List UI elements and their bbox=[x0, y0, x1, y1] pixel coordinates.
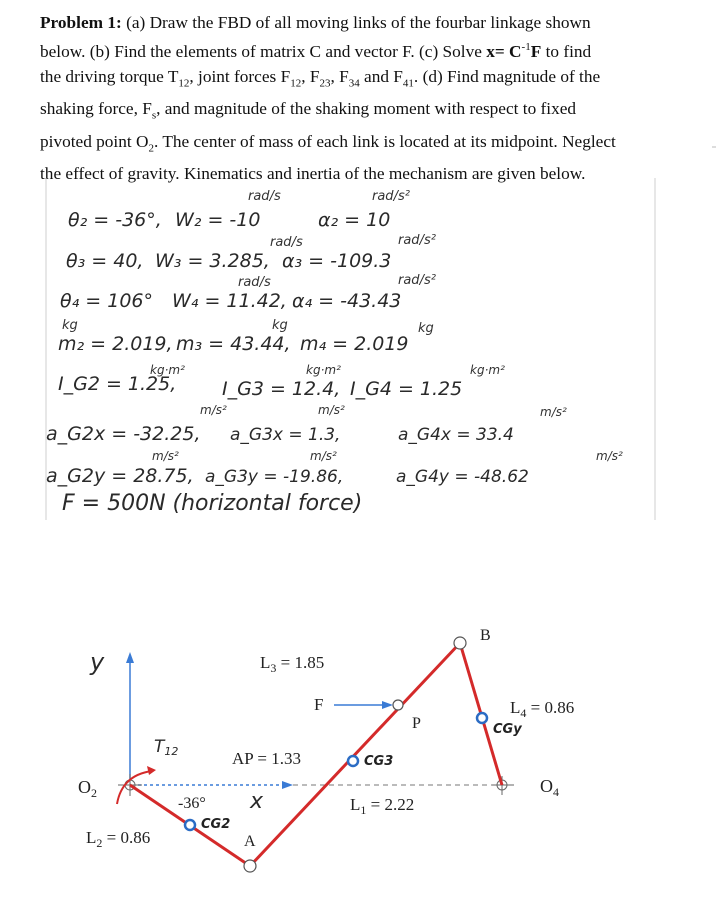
hw-ag3x-unit: m/s² bbox=[318, 403, 345, 417]
problem-text: shaking force, F bbox=[40, 99, 152, 119]
subscript: s bbox=[151, 109, 157, 122]
subscript: 41 bbox=[402, 77, 414, 90]
inverse-superscript: -1 bbox=[521, 41, 531, 53]
handwritten-notes bbox=[46, 189, 623, 516]
hw-ag4x: a_G4x = 33.4 bbox=[398, 425, 514, 445]
problem-text: , joint forces F bbox=[189, 66, 291, 86]
point-p-label: P bbox=[412, 715, 421, 732]
l2-label: $L_2 = 0.86$ bbox=[86, 828, 151, 850]
hw-ig3: I_G3 = 12.4, bbox=[222, 378, 341, 400]
x-axis-label: x bbox=[250, 789, 264, 814]
subscript: 2 bbox=[148, 142, 154, 155]
x-axis-arrowhead bbox=[282, 781, 293, 789]
hw-a4: α₄ = -43.43 bbox=[292, 290, 402, 312]
hw-ag3y: a_G3y = -19.86, bbox=[205, 467, 344, 487]
linkage-diagram bbox=[78, 627, 574, 872]
hw-w2-unit: rad/s bbox=[248, 189, 281, 204]
point-p bbox=[393, 700, 403, 710]
hw-m4-unit: kg bbox=[418, 321, 434, 336]
problem-heading: Problem 1: bbox=[40, 13, 122, 32]
l4-label: $L_4 = 0.86$ bbox=[510, 698, 575, 720]
problem-text: and F bbox=[359, 66, 403, 86]
hw-w3: W₃ = 3.285, bbox=[155, 250, 270, 272]
o4-label: $O_4$ bbox=[540, 776, 559, 799]
cg2-marker bbox=[185, 820, 195, 830]
subscript: 12 bbox=[290, 77, 302, 90]
problem-text: below. (b) Find the elements of matrix C and vector F. (c) Solve bbox=[40, 41, 487, 61]
joint-b-label: B bbox=[480, 627, 491, 644]
problem-text: , F bbox=[330, 66, 349, 86]
vector-f: F bbox=[530, 41, 542, 61]
subscript: 23 bbox=[319, 77, 331, 90]
hw-force: F = 500N (horizontal force) bbox=[62, 491, 363, 516]
joint-a bbox=[244, 860, 256, 872]
hw-m2-unit: kg bbox=[62, 318, 78, 333]
force-label: F bbox=[314, 695, 324, 714]
problem-text: pivoted point O bbox=[40, 131, 149, 151]
problem-line-6: the effect of gravity. Kinematics and inertia of the mechanism are given below. bbox=[40, 164, 586, 184]
hw-ig3-unit: kg·m² bbox=[306, 363, 341, 377]
hw-ig4: I_G4 = 1.25 bbox=[350, 378, 463, 400]
hw-ag2y: a_G2y = 28.75, bbox=[46, 465, 194, 487]
joint-b bbox=[454, 637, 466, 649]
matrix-c: = C bbox=[494, 41, 522, 61]
hw-ag4y: a_G4y = -48.62 bbox=[396, 467, 529, 487]
subscript: 34 bbox=[348, 77, 360, 90]
problem-text: the driving torque T bbox=[40, 66, 179, 86]
hw-a3-unit: rad/s² bbox=[398, 233, 436, 248]
subscript: 12 bbox=[178, 77, 190, 90]
hw-a3: α₃ = -109.3 bbox=[282, 250, 392, 272]
problem-text: , F bbox=[301, 66, 320, 86]
hw-a4-unit: rad/s² bbox=[398, 273, 436, 288]
hw-ig2-unit: kg·m² bbox=[150, 363, 185, 377]
hw-m3-unit: kg bbox=[272, 318, 288, 333]
o2-label: $O_2$ bbox=[78, 777, 97, 800]
cg4-marker bbox=[477, 713, 487, 723]
t12-label: T12 bbox=[154, 737, 179, 758]
hw-w2: W₂ = -10 bbox=[175, 209, 261, 231]
hw-w4: W₄ = 11.42, bbox=[172, 290, 287, 312]
hw-a2-unit: rad/s² bbox=[372, 189, 410, 204]
hw-m4: m₄ = 2.019 bbox=[300, 333, 409, 355]
cg4-label: CGy bbox=[493, 722, 522, 737]
force-arrowhead bbox=[382, 701, 393, 709]
hw-ig2: I_G2 = 1.25, bbox=[58, 373, 177, 395]
cg3-label: CG3 bbox=[364, 754, 394, 769]
l3-label: $L_3 = 1.85$ bbox=[260, 653, 325, 675]
hw-m2: m₂ = 2.019, bbox=[58, 333, 173, 355]
problem-text: . The center of mass of each link is located at its midpoint. Neglect bbox=[153, 131, 616, 151]
hw-ag2x: a_G2x = -32.25, bbox=[46, 423, 201, 445]
hw-ag3x: a_G3x = 1.3, bbox=[230, 425, 341, 445]
hw-w3-unit: rad/s bbox=[270, 235, 303, 250]
hw-ag3y-unit: m/s² bbox=[310, 449, 337, 463]
problem-text: (a) Draw the FBD of all moving links of the fourbar linkage shown bbox=[121, 13, 591, 32]
hw-ag4x-unit: m/s² bbox=[540, 405, 567, 419]
y-axis-arrowhead bbox=[126, 652, 134, 663]
hw-ag2y-unit: m/s² bbox=[152, 449, 179, 463]
vector-x: x bbox=[486, 41, 495, 61]
hw-m3: m₃ = 43.44, bbox=[176, 333, 291, 355]
hw-theta4: θ₄ = 106° bbox=[60, 290, 154, 312]
hw-ig4-unit: kg·m² bbox=[470, 363, 505, 377]
cg2-label: CG2 bbox=[201, 817, 231, 832]
hw-w4-unit: rad/s bbox=[238, 275, 271, 290]
y-axis-label: y bbox=[90, 648, 105, 676]
problem-text: , and magnitude of the shaking moment with respect to fixed bbox=[156, 99, 577, 119]
hw-a2: α₂ = 10 bbox=[318, 209, 391, 231]
hw-theta2: θ₂ = -36°, bbox=[68, 209, 162, 231]
hw-theta3: θ₃ = 40, bbox=[66, 250, 144, 272]
joint-a-label: A bbox=[244, 833, 256, 850]
problem-text: to find bbox=[541, 41, 592, 61]
cg3-marker bbox=[348, 756, 358, 766]
hw-ag4y-unit: m/s² bbox=[596, 449, 623, 463]
l1-label: $L_1 = 2.22$ bbox=[350, 795, 415, 817]
torque-arrowhead bbox=[147, 766, 156, 775]
angle-label: -36° bbox=[178, 795, 206, 812]
problem-text: . (d) Find magnitude of the bbox=[413, 66, 601, 86]
hw-ag2x-unit: m/s² bbox=[200, 403, 227, 417]
ap-label: AP = 1.33 bbox=[232, 749, 301, 768]
